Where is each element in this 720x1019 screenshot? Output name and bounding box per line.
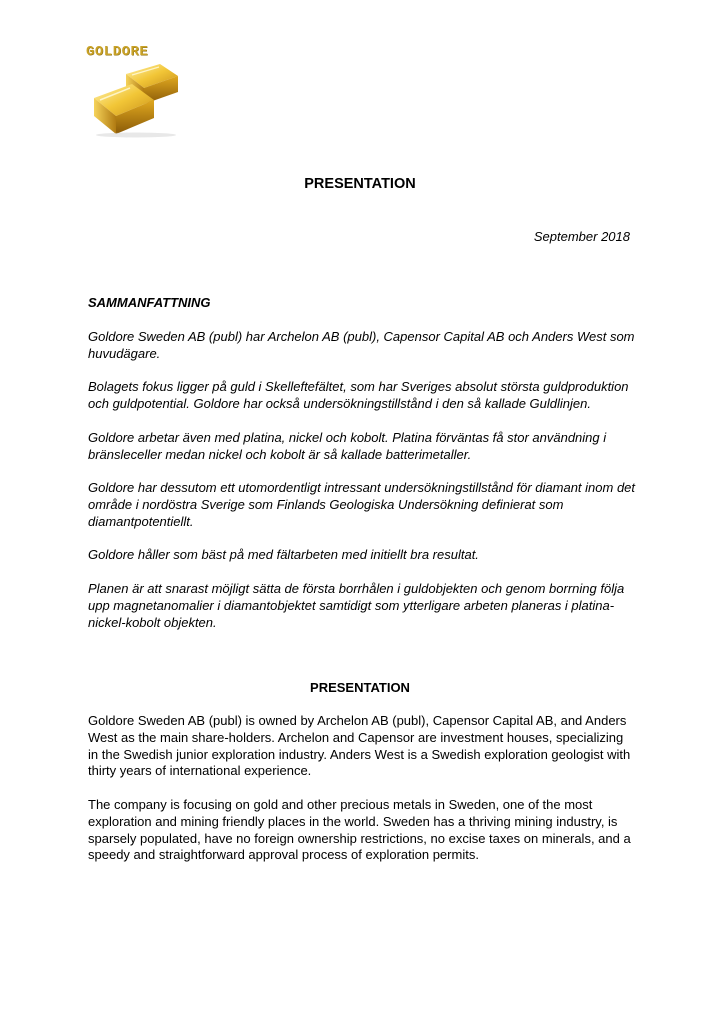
summary-paragraph: Goldore Sweden AB (publ) har Archelon AB (publ), Capensor Capital AB och Anders West som huvudägare. [88, 329, 635, 361]
summary-paragraph: Goldore arbetar även med platina, nickel och kobolt. Platina förväntas få stor användning i bränsleceller medan nickel och kobolt är så kallade batterimetaller. [88, 429, 607, 462]
presentation-heading: PRESENTATION [310, 680, 410, 695]
page-title: PRESENTATION [304, 176, 416, 192]
summary-heading: SAMMANFATTNING [88, 295, 211, 310]
logo-text: GOLDORE [86, 44, 149, 60]
summary-paragraph: Planen är att snarast möjligt sätta de första borrhålen i guldobjekten och genom borrning följa upp magnetanomalier i diamantobjektet samtidigt som ytterligare arbeten planeras i platina-nickel-kobolt objekten. [88, 580, 625, 630]
summary-section [88, 329, 636, 648]
presentation-paragraph: The company is focusing on gold and other precious metals in Sweden, one of the most exploration and mining friendly places in the world. Sweden has a thriving mining industry, is sparsely populated, have no foreign ownership restrictions, no excise taxes on minerals, and a speedy and straightforward approval process of exploration permits. [88, 796, 631, 863]
presentation-paragraph: Goldore Sweden AB (publ) is owned by Archelon AB (publ), Capensor Capital AB, and Anders West as the main share-holders. Archelon and Capensor are investment houses, specializing in the Swedish junior exploration industry. Anders West is a Swedish exploration geologist with thirty years of international experience. [88, 713, 631, 779]
summary-paragraph: Goldore har dessutom ett utomordentligt intressant undersökningstillstånd för diamant inom det område i nordöstra Sverige som Finlands Geologiska Undersökning definierat som diamantpotentiellt. [88, 480, 636, 529]
presentation-section [88, 713, 636, 881]
summary-paragraph: Goldore håller som bäst på med fältarbeten med initiellt bra resultat. [88, 547, 479, 563]
document-date: September 2018 [533, 229, 630, 244]
company-logo [86, 42, 206, 142]
gold-bars-icon [88, 62, 184, 138]
summary-paragraph: Bolagets fokus ligger på guld i Skelleftefältet, som har Sveriges absolut största guldproduktion och guldpotential. Goldore har också undersökningstillstånd i den så kallade Guldlinjen. [88, 379, 629, 412]
